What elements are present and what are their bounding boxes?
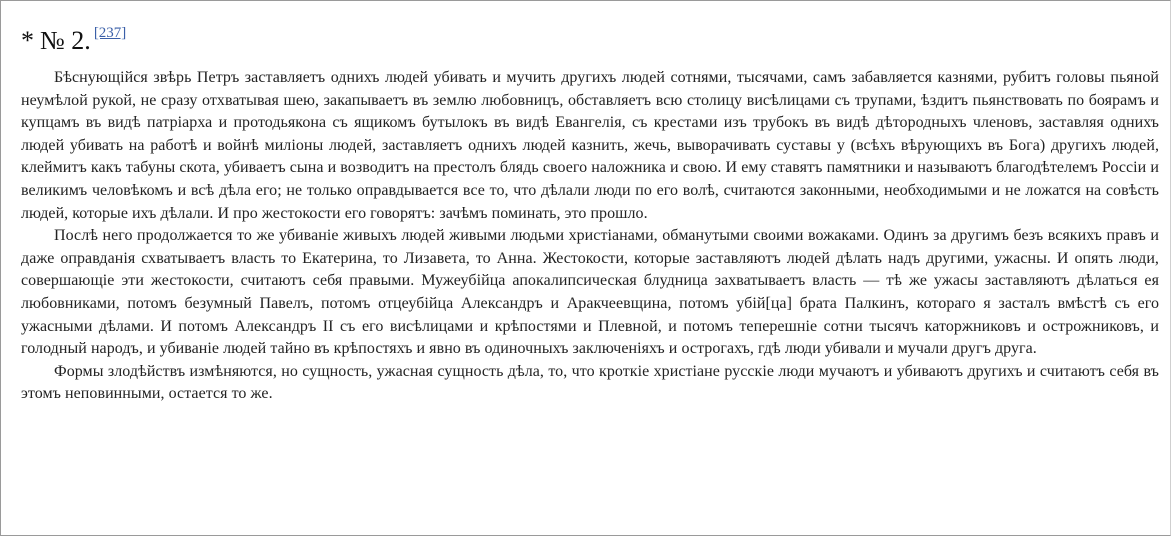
paragraph-3: Формы злодѣйствъ измѣняются, но сущность, ужасная сущность дѣла, то, что кроткіе христіане русскіе люди мучаютъ и убиваютъ другихъ и считаютъ себя въ этомъ неповинными, остается то же. — [21, 362, 1159, 403]
paragraph-1: Бѣснующійся звѣрь Петръ заставляетъ однихъ людей убивать и мучить другихъ людей сотнями, тысячами, самъ забавляется казнями, рубитъ головы пьяной неумѣлой рукой, не сразу отхватывая шею, закапываетъ въ землю любовницъ, обставляетъ всю столицу висѣлицами съ трупами, ѣздитъ пьянствовать по боярамъ и купцамъ въ видѣ патріарха и протодьякона съ ящикомъ бутылокъ въ видѣ Евангелія, съ крестами изъ трубокъ въ видѣ дѣтородныхъ членовъ, заставляя однихъ людей убивать на работѣ и войнѣ миліоны людей, заставляетъ однихъ людей казнить, жечь, выворачивать суставы у (всѣхъ вѣрующихъ въ Бога) другихъ людей, клеймитъ какъ табуны скота, убиваетъ сына и возводитъ на престолъ блядь своего наложника и свою. И ему ставятъ памятники и называютъ благодѣтелемъ Россіи и великимъ человѣкомъ и всѣ дѣла его; не только оправдывается все то, что дѣлали люди по его волѣ, считаются законными, необходимыми и не ложатся на совѣсть людей, которые ихъ дѣлали. И про жестокости его говорятъ: зачѣмъ поминать, это прошло. — [21, 69, 1159, 222]
body-text — [21, 67, 1159, 406]
asterisk-mark: * — [21, 26, 34, 55]
footnote-reference-link[interactable]: [237] — [93, 25, 127, 41]
section-number: № 2. — [40, 26, 91, 55]
section-heading — [21, 13, 126, 61]
paragraph-2: Послѣ него продолжается то же убиваніе живыхъ людей живыми людьми христіанами, обманутыми своими вожаками. Одинъ за другимъ безъ всякихъ правъ и даже оправданія схватываетъ власть то Екатерина, то Лизавета, то Анна. Жестокости, которые заставляютъ людей дѣлать надъ другими, ужасны. И опять люди, совершающіе эти жестокости, считаютъ себя правыми. Мужеубійца апокалипсическая блудница захватываетъ власть — тѣ же ужасы заставляютъ дѣлаться ея любовниками, потомъ безумный Павелъ, потомъ отцеубійца Александръ и Аракчеевщина, потомъ убій[ца] брата Палкинъ, котораго я засталъ вмѣстѣ съ его ужасными дѣлами. И потомъ Александръ II съ его висѣлицами и крѣпостями и Плевной, и потомъ теперешніе сотни тысячъ каторжниковъ и острожниковъ, и голодный народъ, и убиваніе людей тайно въ крѣпостяхъ и явно въ одиночныхъ заключеніяхъ и острогахъ, гдѣ люди убивали и мучали другъ друга. — [21, 227, 1159, 358]
